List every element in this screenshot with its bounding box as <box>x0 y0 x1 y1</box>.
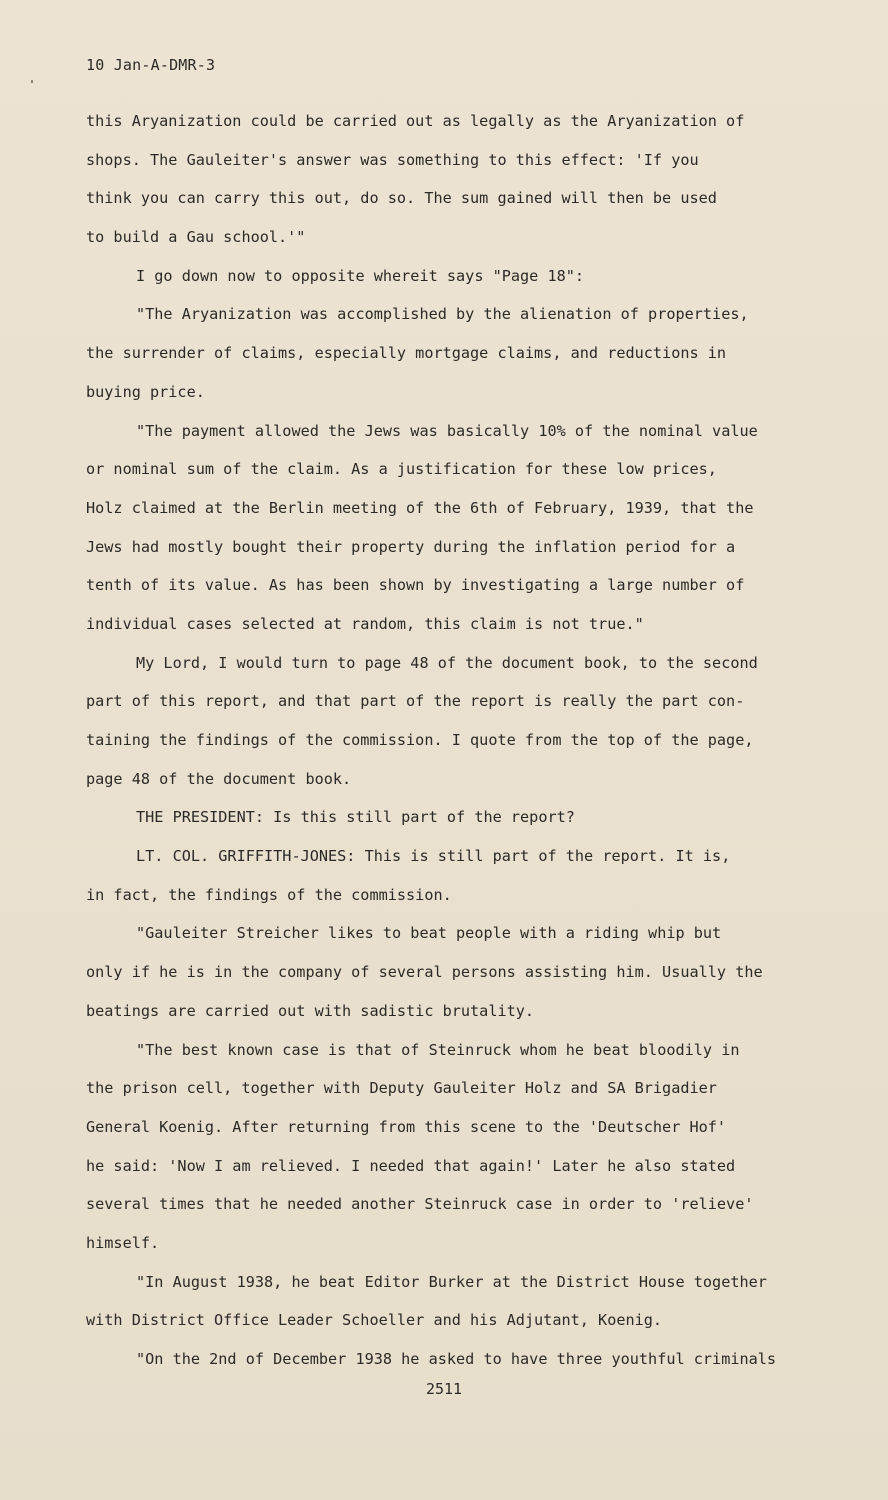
page-header: 10 Jan-A-DMR-3 <box>86 56 216 74</box>
text-line: individual cases selected at random, this claim is not true." <box>86 614 644 633</box>
text-line: Jews had mostly bought their property during the inflation period for a <box>86 537 736 556</box>
text-line: beatings are carried out with sadistic brutality. <box>86 1001 535 1020</box>
text-line: tenth of its value. As has been shown by investigating a large number of <box>86 576 745 595</box>
text-line: this Aryanization could be carried out as legally as the Aryanization of <box>86 112 745 130</box>
text-line: "The Aryanization was accomplished by the alienation of properties, <box>136 305 749 324</box>
text-line: think you can carry this out, do so. The sum gained will then be used <box>86 189 717 208</box>
text-line: to build a Gau school.'" <box>86 228 306 247</box>
text-line: taining the findings of the commission. I quote from the top of the page, <box>86 731 754 749</box>
text-line: shops. The Gauleiter's answer was something to this effect: 'If you <box>86 150 699 169</box>
text-line: only if he is in the company of several persons assisting him. Usually the <box>86 963 763 982</box>
text-line: "The payment allowed the Jews was basically 10% of the nominal value <box>136 421 758 440</box>
text-line: LT. COL. GRIFFITH-JONES: This is still part of the report. It is, <box>136 847 731 866</box>
text-line: the prison cell, together with Deputy Gauleiter Holz and SA Brigadier <box>86 1079 717 1098</box>
text-line: with District Office Leader Schoeller and his Adjutant, Koenig. <box>86 1311 663 1330</box>
text-line: "In August 1938, he beat Editor Burker at the District House together <box>136 1272 767 1291</box>
text-line: or nominal sum of the claim. As a justification for these low prices, <box>86 460 717 479</box>
text-line: page 48 of the document book. <box>86 769 352 788</box>
margin-mark <box>31 80 33 83</box>
text-line: Holz claimed at the Berlin meeting of the 6th of February, 1939, that the <box>86 498 754 517</box>
text-line: several times that he needed another Steinruck case in order to 'relieve' <box>86 1195 754 1214</box>
text-line: General Koenig. After returning from this scene to the 'Deutscher Hof' <box>86 1117 727 1136</box>
text-line: "Gauleiter Streicher likes to beat people with a riding whip but <box>136 924 722 943</box>
text-line: "On the 2nd of December 1938 he asked to have three youthful criminals <box>136 1350 777 1368</box>
text-line: My Lord, I would turn to page 48 of the document book, to the second <box>136 653 758 672</box>
text-line: part of this report, and that part of the report is really the part con- <box>86 692 745 711</box>
document-body <box>86 107 826 1384</box>
text-line: THE PRESIDENT: Is this still part of the report? <box>136 808 575 827</box>
page-number: 2511 <box>425 1380 463 1398</box>
text-line: in fact, the findings of the commission. <box>86 885 452 904</box>
text-line: I go down now to opposite whereit says "Page 18": <box>136 266 585 285</box>
text-line: the surrender of claims, especially mortgage claims, and reductions in <box>86 344 727 363</box>
text-line: he said: 'Now I am relieved. I needed that again!' Later he also stated <box>86 1156 736 1175</box>
text-line: buying price. <box>86 382 205 401</box>
text-line: himself. <box>86 1233 160 1252</box>
text-line: "The best known case is that of Steinruck whom he beat bloodily in <box>136 1040 740 1059</box>
